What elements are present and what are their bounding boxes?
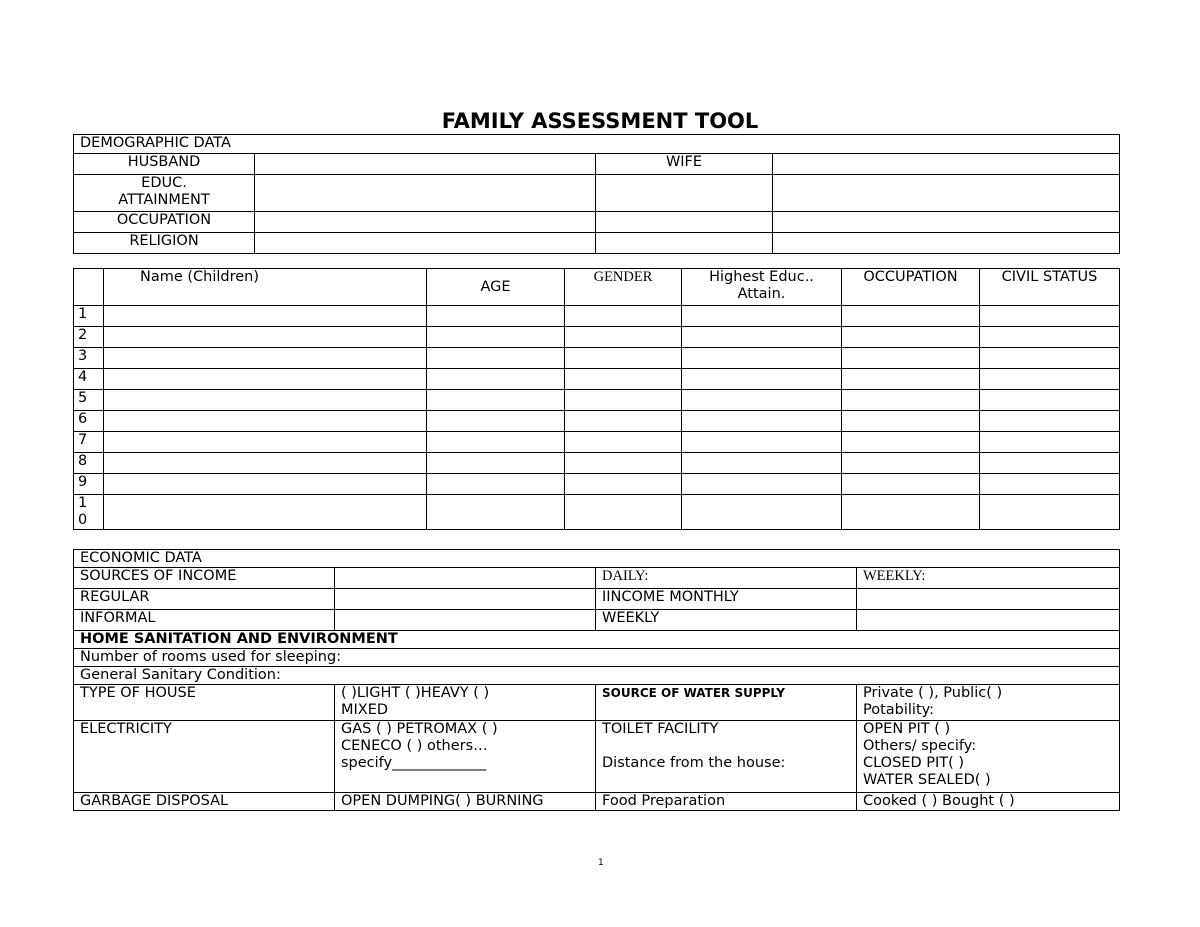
weekly-income-label[interactable]: WEEKLY: <box>857 568 1120 589</box>
regular-field[interactable] <box>335 589 596 610</box>
sources-of-income-field[interactable] <box>335 568 596 589</box>
occupation-column-header: OCCUPATION <box>842 269 980 306</box>
civil-status-column-header: CIVIL STATUS <box>980 269 1120 306</box>
wife-educ-label-cell <box>596 175 773 212</box>
garbage-disposal-label: GARBAGE DISPOSAL <box>74 793 335 811</box>
weekly-field[interactable] <box>857 610 1120 631</box>
row-number: 3 <box>74 348 104 369</box>
water-options[interactable]: Private ( ), Public( ) Potability: <box>857 685 1120 721</box>
row-number: 7 <box>74 432 104 453</box>
row-number-header <box>74 269 104 306</box>
regular-label: REGULAR <box>74 589 335 610</box>
husband-field[interactable] <box>255 154 596 175</box>
wife-occupation-field[interactable] <box>773 212 1120 233</box>
row-number: 8 <box>74 453 104 474</box>
table-row <box>74 474 1120 495</box>
wife-religion-field[interactable] <box>773 233 1120 254</box>
table-row <box>74 327 1120 348</box>
table-row <box>74 432 1120 453</box>
row-number: 2 <box>74 327 104 348</box>
religion-label: RELIGION <box>74 233 255 254</box>
wife-educ-field[interactable] <box>773 175 1120 212</box>
table-row <box>74 411 1120 432</box>
weekly-label: WEEKLY <box>596 610 857 631</box>
food-preparation-label: Food Preparation <box>596 793 857 811</box>
toilet-facility-cell: TOILET FACILITY Distance from the house: <box>596 721 857 793</box>
electricity-options[interactable]: GAS ( ) PETROMAX ( ) CENECO ( ) others… specify_____________ <box>335 721 596 793</box>
toilet-options[interactable]: OPEN PIT ( ) Others/ specify: CLOSED PIT( ) WATER SEALED( ) <box>857 721 1120 793</box>
gender-column-header: GENDER <box>565 269 682 306</box>
wife-occupation-label-cell <box>596 212 773 233</box>
garbage-options[interactable]: OPEN DUMPING( ) BURNING <box>335 793 596 811</box>
name-column-header: Name (Children) <box>104 269 427 306</box>
daily-label[interactable]: DAILY: <box>596 568 857 589</box>
husband-label: HUSBAND <box>74 154 255 175</box>
page-title: FAMILY ASSESSMENT TOOL <box>441 109 759 133</box>
income-monthly-label: IINCOME MONTHLY <box>596 589 857 610</box>
husband-religion-field[interactable] <box>255 233 596 254</box>
general-sanitary-condition[interactable]: General Sanitary Condition: <box>74 667 1120 685</box>
wife-religion-label-cell <box>596 233 773 254</box>
row-number: 4 <box>74 369 104 390</box>
economic-header: ECONOMIC DATA <box>74 550 1120 568</box>
page-number: 1 <box>598 858 604 868</box>
table-row <box>74 390 1120 411</box>
husband-educ-field[interactable] <box>255 175 596 212</box>
table-row <box>74 495 1120 530</box>
rooms-for-sleeping[interactable]: Number of rooms used for sleeping: <box>74 649 1120 667</box>
table-row <box>74 453 1120 474</box>
house-options[interactable]: ( )LIGHT ( )HEAVY ( ) MIXED <box>335 685 596 721</box>
educ-attainment-label: EDUC. ATTAINMENT <box>74 175 255 212</box>
occupation-label: OCCUPATION <box>74 212 255 233</box>
demographic-table <box>73 134 1120 254</box>
educ-column-header: Highest Educ.. Attain. <box>682 269 842 306</box>
food-options[interactable]: Cooked ( ) Bought ( ) <box>857 793 1120 811</box>
informal-label: INFORMAL <box>74 610 335 631</box>
sanitation-header: HOME SANITATION AND ENVIRONMENT <box>74 631 1120 649</box>
economic-sanitation-table <box>73 549 1120 811</box>
wife-field[interactable] <box>773 154 1120 175</box>
age-column-header: AGE <box>427 269 565 306</box>
informal-field[interactable] <box>335 610 596 631</box>
electricity-label: ELECTRICITY <box>74 721 335 793</box>
table-row <box>74 306 1120 327</box>
husband-occupation-field[interactable] <box>255 212 596 233</box>
table-row <box>74 348 1120 369</box>
children-table <box>73 268 1120 530</box>
row-number: 5 <box>74 390 104 411</box>
row-number: 1 <box>74 306 104 327</box>
demographic-header: DEMOGRAPHIC DATA <box>74 135 1120 154</box>
row-number: 1 0 <box>74 495 104 530</box>
row-number: 6 <box>74 411 104 432</box>
row-number: 9 <box>74 474 104 495</box>
type-of-house-label: TYPE OF HOUSE <box>74 685 335 721</box>
water-supply-label: SOURCE OF WATER SUPPLY <box>596 685 857 721</box>
sources-of-income-label: SOURCES OF INCOME <box>74 568 335 589</box>
table-row <box>74 369 1120 390</box>
wife-label: WIFE <box>596 154 773 175</box>
income-monthly-field[interactable] <box>857 589 1120 610</box>
